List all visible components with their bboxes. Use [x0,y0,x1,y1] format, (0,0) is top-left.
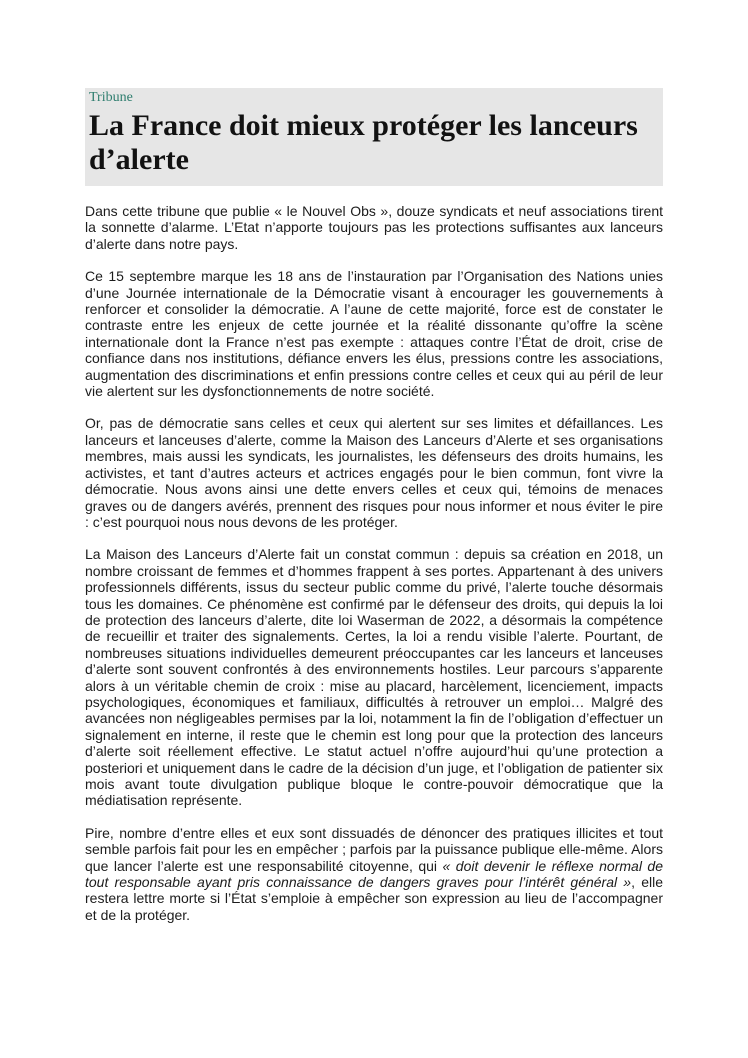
quote-trail-text: , elle restera lettre morte si l’État s’emploie à empêcher son expression au lieu de l’accompagner et de la protéger. [85,874,663,923]
kicker-label: Tribune [89,90,133,105]
article-paragraph: La Maison des Lanceurs d’Alerte fait un constat commun : depuis sa création en 2018, un nombre croissant de femmes et d’hommes frappent à ses portes. Appartenant à des univers professionnels différents, issus du secteur public comme du privé, l’alerte touche désormais tous les domaines. Ce phénomène est confirmé par le défenseur des droits, qui depuis la loi de protection des lanceurs d’alerte, dite loi Waserman de 2022, a désormais la compétence de recueillir et traiter des signalements. Certes, la loi a rendu visible l’alerte. Pourtant, de nombreuses situations individuelles demeurent préoccupantes car les lanceurs et lanceuses d’alerte sont souvent confrontés à des environnements hostiles. Leur parcours s’apparente alors à un véritable chemin de croix : mise au placard, harcèlement, licenciement, impacts psychologiques, économiques et familiaux, difficultés à retrouver un emploi… Malgré des avancées non négligeables permises par la loi, notamment la fin de l’obligation d’effectuer un signalement en interne, il reste que le chemin est long pour que la protection des lanceurs d’alerte soit réellement effective. Le statut actuel n’offre aujourd’hui qu’une protection a posteriori et uniquement dans le cadre de la décision d’un juge, et l’obligation de patienter six mois avant toute divulgation publique bloque le contre-pouvoir démocratique que la médiatisation représente. [85,546,663,809]
article-paragraph-with-quote [85,825,663,923]
article-body [85,203,663,923]
article-header [85,88,663,186]
inline-quote: « doit devenir le réflexe normal de tout responsable ayant pris connaissance de dangers graves pour l’intérêt général » [85,857,663,891]
article-paragraph-lede: Dans cette tribune que publie « le Nouvel Obs », douze syndicats et neuf associations tirent la sonnette d’alarme. L’Etat n’apporte toujours pas les protections suffisantes aux lanceurs d’alerte dans notre pays. [85,203,663,252]
article-paragraph: Or, pas de démocratie sans celles et ceux qui alertent sur ses limites et défaillances. Les lanceurs et lanceuses d’alerte, comme la Maison des Lanceurs d’Alerte et ses organisations membres, mais aussi les syndicats, les journalistes, les défenseurs des droits humains, les activistes, et tant d’autres acteurs et actrices engagés pour le bien commun, font vivre la démocratie. Nous avons ainsi une dette envers celles et ceux qui, témoins de menaces graves ou de dangers avérés, prennent des risques pour nous informer et nous éviter le pire : c’est pourquoi nous nous devons de les protéger. [85,415,663,530]
article-paragraph: Ce 15 septembre marque les 18 ans de l’instauration par l’Organisation des Nations unies d’une Journée internationale de la Démocratie visant à encourager les gouvernements à renforcer et consolider la démocratie. A l’aune de cette majorité, force est de constater le contraste entre les enjeux de cette journée et la réalité dissonante qu’offre la scène internationale dont la France n’est pas exempte : attaques contre l’État de droit, crise de confiance dans nos institutions, défiance envers les élus, pressions contre les associations, augmentation des discriminations et enfin pressions contre celles et ceux qui au péril de leur vie alertent sur les dysfonctionnements de notre société. [85,268,663,400]
page-title: La France doit mieux protéger les lanceurs d’alerte [89,109,638,176]
quote-lead-text: Pire, nombre d’entre elles et eux sont dissuadés de dénoncer des pratiques illicites et tout semble parfois fait pour les en empêcher ; parfois par la puissance publique elle-même. Alors que lancer l’alerte est une responsabilité citoyenne, qui [85,824,663,874]
